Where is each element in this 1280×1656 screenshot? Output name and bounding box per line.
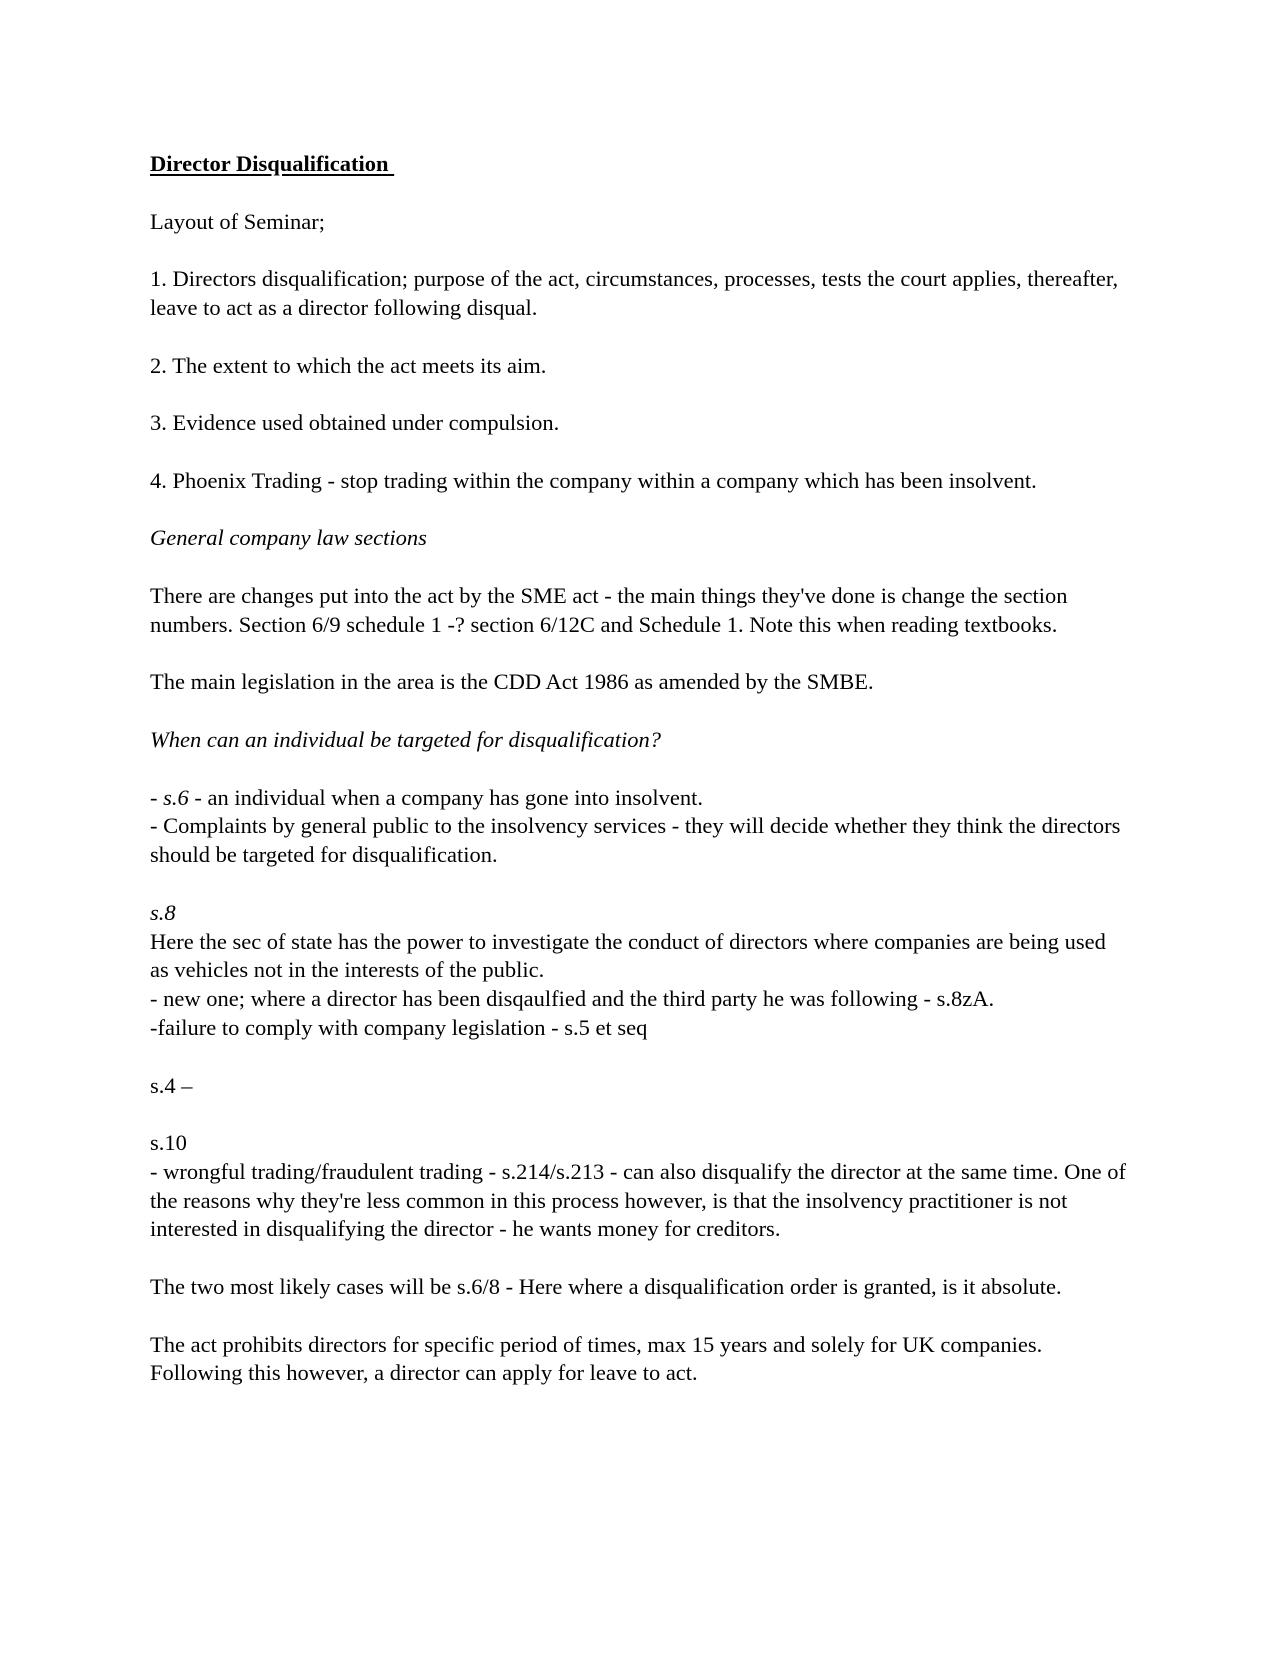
s10-text: - wrongful trading/fraudulent trading - s.214/s.213 - can also disqualify the director at the same time. One of the reasons why they're less common in this process however, is that the insolvency practitioner is not interested in disqualifying the director - he wants money for creditors. <box>150 1158 1126 1242</box>
complaints-item: - Complaints by general public to the insolvency services - they will decide whether they think the directors should be targeted for disqualification. <box>150 813 1121 868</box>
s8-line-2: - new one; where a director has been disqaulfied and the third party he was following - s.8zA. <box>150 986 995 1012</box>
s8-block <box>150 899 1130 1043</box>
paragraph-likely-cases: The two most likely cases will be s.6/8 - Here where a disqualification order is granted, is it absolute. <box>150 1274 1062 1300</box>
paragraph-legislation: The main legislation in the area is the CDD Act 1986 as amended by the SMBE. <box>150 669 874 695</box>
outline-item-1: 1. Directors disqualification; purpose of the act, circumstances, processes, tests the court applies, thereafter, leave to act as a director following disqual. <box>150 266 1119 320</box>
s6-text: - an individual when a company has gone into insolvent. <box>188 784 704 810</box>
s10-heading: s.10 <box>150 1130 187 1156</box>
s8-line-3: -failure to comply with company legislation - s.5 et seq <box>150 1014 648 1040</box>
section-heading-when: When can an individual be targeted for disqualification? <box>150 726 661 752</box>
layout-heading: Layout of Seminar; <box>150 208 325 234</box>
s6-item <box>150 784 1130 813</box>
document-title: Director Disqualification <box>150 151 395 176</box>
s8-heading: s.8 <box>150 899 176 925</box>
s6-dash: - <box>150 784 164 810</box>
s4-heading: s.4 – <box>150 1072 193 1098</box>
targeting-list <box>150 784 1130 870</box>
outline-item-2: 2. The extent to which the act meets its aim. <box>150 352 547 378</box>
document-body <box>150 150 1130 1417</box>
s6-reference: s.6 <box>163 784 189 810</box>
outline-item-3: 3. Evidence used obtained under compulsion. <box>150 410 560 436</box>
document-title-line <box>150 150 1130 179</box>
section-heading-general: General company law sections <box>150 525 427 551</box>
s10-block <box>150 1129 1130 1244</box>
outline-item-4: 4. Phoenix Trading - stop trading within the company within a company which has been insolvent. <box>150 467 1037 493</box>
s8-line-1: Here the sec of state has the power to investigate the conduct of directors where companies are being used as vehicles not in the interests of the public. <box>150 928 1106 983</box>
paragraph-prohibits: The act prohibits directors for specific period of times, max 15 years and solely for UK companies. Following this however, a director can apply for leave to act. <box>150 1331 1043 1386</box>
paragraph-sme-act: There are changes put into the act by the SME act - the main things they've done is change the section numbers. Section 6/9 schedule 1 -? section 6/12C and Schedule 1. Note this when reading textbooks. <box>150 582 1068 637</box>
